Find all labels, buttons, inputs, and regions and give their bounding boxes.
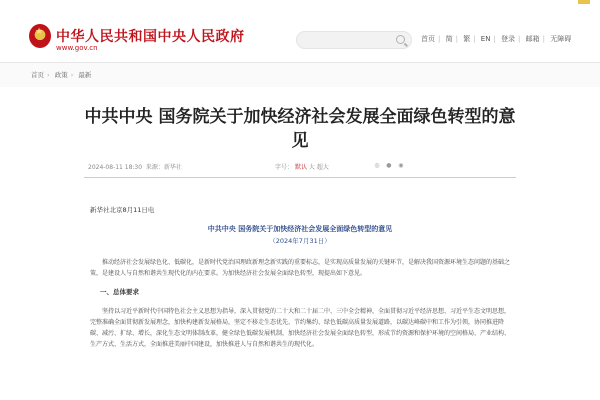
page-title: 中共中央 国务院关于加快经济社会发展全面绿色转型的意见 [84,107,516,151]
document-title: 中共中央 国务院关于加快经济社会发展全面绿色转型的意见 [207,225,393,233]
site-url: www.gov.cn [56,44,98,52]
nav-home[interactable]: 首页 [421,35,435,43]
search-input[interactable] [296,31,412,49]
dateline: 新华社北京8月11日电 [90,206,155,214]
font-size-large[interactable]: 大 [308,164,315,171]
document-date: （2024年7月31日） [269,237,331,245]
breadcrumb: 首页 › 政策 › 最新 [31,71,92,79]
nav-mail[interactable]: 邮箱 [525,35,540,43]
breadcrumb-policy[interactable]: 政策 [54,71,68,79]
nav-english[interactable]: EN [480,35,491,43]
divider [84,177,516,178]
intro-paragraph: 推动经济社会发展绿色化、低碳化，是新时代党治国理政新理念新实践的重要标志，是实现高质量发展的关键环节，是解决我国资源环境生态问题的基础之策，是建设人与自然和谐共生现代化的内在要求。为加快经济社会发展全面绿色转型，现提出如下意见。 [90,259,511,277]
font-size-xlarge[interactable]: 超大 [316,164,329,171]
font-size-default[interactable]: 默认 [294,164,307,171]
breadcrumb-home[interactable]: 首页 [31,71,44,79]
qq-icon[interactable]: ◉ [398,162,404,169]
corner-badge [578,0,590,4]
breadcrumb-bar [0,62,600,87]
article-source: 新华社 [163,164,182,171]
wechat-icon[interactable]: ● [386,162,392,169]
article-meta [88,162,182,171]
source-label: 来源： [145,164,164,171]
nav-accessibility[interactable]: 无障碍 [550,35,572,43]
article-container [0,87,600,400]
national-emblem-icon[interactable] [29,24,51,48]
nav-simplified[interactable]: 简 [445,35,453,43]
breadcrumb-latest[interactable]: 最新 [78,71,92,79]
article-datetime: 2024-08-11 18:30 [88,164,143,171]
share-icons [372,162,406,169]
search-icon[interactable] [396,35,405,44]
section-paragraph: 坚持以习近平新时代中国特色社会主义思想为指导，深入贯彻党的二十大和二十届二中、三中全会精神，全面贯彻习近平经济思想、习近平生态文明思想，完整准确全面贯彻新发展理念，加快构建新发展格局，坚定不移走生态优先、节约集约、绿色低碳高质量发展道路，以碳达峰碳中和工作为引领，协同推进降碳、减污、扩绿、增长，深化生态文明体制改革，健全绿色低碳发展机制，加快经济社会发展全面绿色转型，形成节约资源和保护环境的空间格局、产业结构、生产方式、生活方式，全面推进美丽中国建设，加快推进人与自然和谐共生的现代化。 [90,308,511,348]
nav-traditional[interactable]: 繁 [463,35,471,43]
font-size-control [275,162,329,171]
font-size-label: 字号： [275,164,294,171]
top-nav: 首页 | 简 | 繁 | EN | 登录 | 邮箱 | 无障碍 [418,34,574,44]
weibo-icon[interactable]: ◎ [374,162,380,169]
site-title[interactable]: 中华人民共和国中央人民政府 [56,29,245,45]
section-heading: 一、总体要求 [100,288,139,296]
nav-login[interactable]: 登录 [501,35,516,43]
site-header [0,0,600,62]
